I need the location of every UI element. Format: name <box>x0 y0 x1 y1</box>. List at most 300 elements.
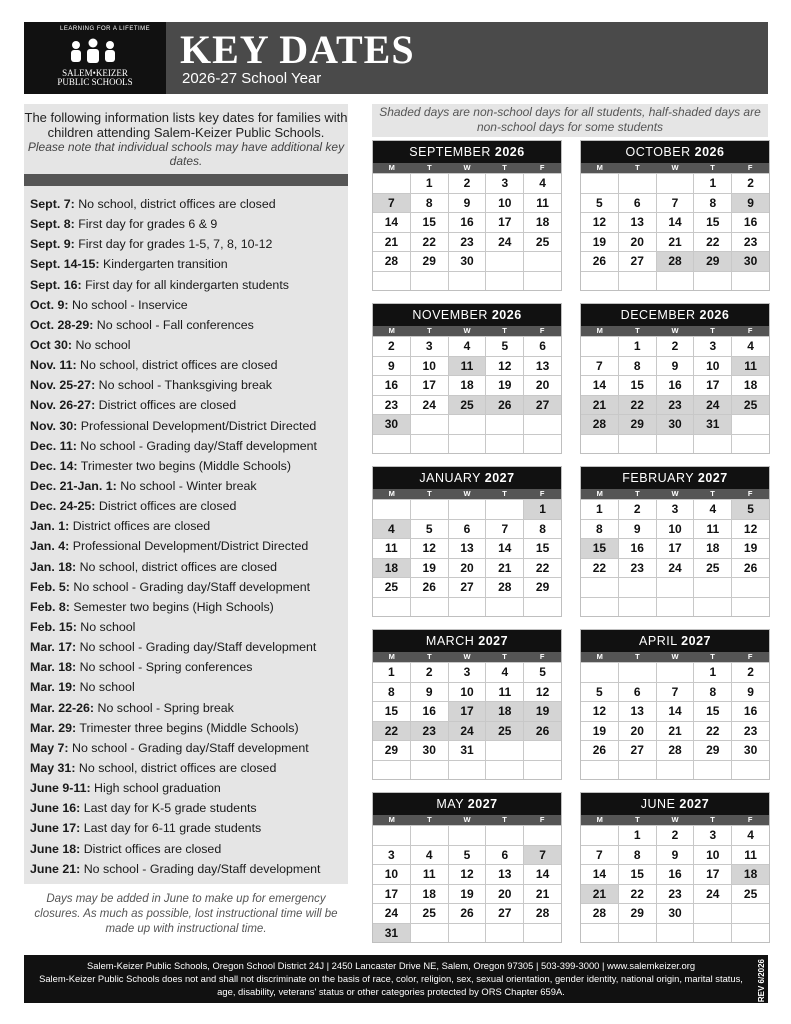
key-date-date: June 18: <box>30 841 81 856</box>
calendar-day-empty <box>448 500 486 519</box>
calendar-day: 22 <box>410 233 448 252</box>
calendar-day-empty <box>618 924 656 943</box>
calendar-day: 2 <box>448 174 486 193</box>
calendar-day: 19 <box>448 885 486 904</box>
weekday-label: T <box>427 326 432 335</box>
calendar-day-empty <box>523 826 561 845</box>
month-year: 2026 <box>494 145 525 159</box>
month-year: 2026 <box>491 308 522 322</box>
key-date-date: Mar. 17: <box>30 640 77 655</box>
calendar-day: 23 <box>618 559 656 578</box>
key-date-item <box>30 859 346 879</box>
key-date-date: Oct. 28-29: <box>30 317 94 332</box>
weekday-label: T <box>710 815 715 824</box>
key-date-description: No school - Thanksgiving break <box>95 378 272 393</box>
calendar-day: 20 <box>523 376 561 395</box>
key-date-description: No school, district offices are closed <box>76 358 278 373</box>
weekday-label: F <box>539 326 545 335</box>
key-date-item <box>30 758 346 778</box>
calendar-day: 5 <box>523 663 561 682</box>
calendar-day: 17 <box>693 865 731 884</box>
weekday-header <box>373 163 561 173</box>
page-title: KEY DATES <box>180 27 415 72</box>
calendar-day-empty <box>693 904 731 923</box>
calendar-day: 7 <box>596 847 603 862</box>
calendar-month-title <box>581 793 769 815</box>
calendar-week-row <box>373 597 561 617</box>
calendar-week-row <box>373 884 561 904</box>
calendar-week-row <box>581 251 769 271</box>
calendar-april <box>580 629 770 780</box>
calendar-week-row <box>373 271 561 291</box>
calendar-may <box>372 792 562 943</box>
calendar-day: 20 <box>618 233 656 252</box>
calendar-day-no-school: 5 <box>731 500 769 519</box>
calendar-day-empty <box>373 500 410 519</box>
calendar-day-no-school: 30 <box>731 252 769 271</box>
calendar-day: 15 <box>410 213 448 232</box>
month-name: DECEMBER <box>620 308 696 322</box>
calendar-day-no-school: 22 <box>618 396 656 415</box>
calendar-day: 1 <box>618 337 656 356</box>
calendar-week-row <box>373 232 561 252</box>
key-date-item <box>30 496 346 516</box>
calendar-day-empty <box>523 761 561 780</box>
weekday-label: T <box>635 815 640 824</box>
calendar-day: 30 <box>656 904 694 923</box>
calendar-day-empty <box>485 252 523 271</box>
weekday-label: F <box>747 163 753 172</box>
calendar-day-empty <box>485 435 523 454</box>
key-date-description: First day for grades 6 & 9 <box>74 217 218 232</box>
calendar-day: 21 <box>384 234 399 249</box>
calendar-day-no-school: 25 <box>731 396 769 415</box>
key-date-item <box>30 818 346 838</box>
calendar-day: 16 <box>410 702 448 721</box>
key-date-description: Professional Development/District Directed <box>77 418 317 433</box>
weekday-label: T <box>427 163 432 172</box>
key-date-item <box>30 718 346 738</box>
calendar-day: 13 <box>448 539 486 558</box>
key-date-date: Oct. 9: <box>30 297 69 312</box>
calendar-month-title <box>373 141 561 163</box>
key-date-item <box>30 275 346 295</box>
calendar-day: 17 <box>410 376 448 395</box>
key-date-date: Mar. 22-26: <box>30 700 95 715</box>
calendar-day: 21 <box>523 885 561 904</box>
calendar-day-empty <box>373 826 410 845</box>
weekday-label: F <box>747 326 753 335</box>
calendar-day: 5 <box>448 846 486 865</box>
calendar-day: 24 <box>384 906 399 920</box>
calendar-day-empty <box>485 272 523 291</box>
calendar-day: 11 <box>410 865 448 884</box>
calendar-day: 9 <box>410 683 448 702</box>
calendar-day-no-school: 23 <box>656 396 694 415</box>
calendar-day: 1 <box>410 174 448 193</box>
calendar-day: 11 <box>693 520 731 539</box>
logo-name <box>24 69 166 87</box>
weekday-header <box>581 815 769 825</box>
calendar-day: 8 <box>388 684 395 699</box>
key-date-date: Feb. 5: <box>30 579 70 594</box>
calendar-day-empty <box>410 826 448 845</box>
footnote: Days may be added in June to make up for emergency closures. As much as possible, lost instructional time will be made up with instructional time. <box>34 893 338 935</box>
month-year: 2027 <box>484 471 515 485</box>
calendar-day-no-school: 18 <box>373 559 410 578</box>
calendar-day: 29 <box>618 904 656 923</box>
calendar-day: 3 <box>410 337 448 356</box>
calendar-day: 25 <box>693 559 731 578</box>
calendar-day-no-school: 18 <box>731 865 769 884</box>
key-date-date: Dec. 11: <box>30 438 77 453</box>
calendar-day-no-school: 28 <box>656 252 694 271</box>
calendar-day-no-school: 7 <box>373 194 410 213</box>
calendar-week-row <box>581 662 769 682</box>
calendar-day: 21 <box>656 722 694 741</box>
key-date-description: Trimester three begins (Middle Schools) <box>76 720 299 735</box>
calendar-day-no-school: 29 <box>693 252 731 271</box>
calendar-day-empty <box>485 415 523 434</box>
calendar-day-no-school: 21 <box>581 396 618 415</box>
calendar-day: 19 <box>410 559 448 578</box>
weekday-label: T <box>502 815 507 824</box>
calendar-day-empty <box>448 415 486 434</box>
key-date-item <box>30 577 346 597</box>
weekday-label: F <box>747 489 753 498</box>
calendar-day: 12 <box>523 683 561 702</box>
calendar-week-row <box>373 499 561 519</box>
calendar-day: 24 <box>656 559 694 578</box>
weekday-label: M <box>388 326 395 335</box>
calendar-day: 29 <box>693 741 731 760</box>
calendar-week-row <box>581 845 769 865</box>
calendar-month-title <box>373 467 561 489</box>
weekday-label: F <box>539 652 545 661</box>
key-date-item <box>30 698 346 718</box>
key-date-description: Trimester two begins (Middle Schools) <box>77 458 292 473</box>
calendar-day: 27 <box>618 252 656 271</box>
calendar-day-empty <box>656 578 694 597</box>
calendar-day: 30 <box>448 252 486 271</box>
key-date-item <box>30 839 346 859</box>
calendar-week-row <box>373 193 561 213</box>
calendar-day: 19 <box>592 234 607 249</box>
calendar-day: 25 <box>384 580 399 594</box>
weekday-label: W <box>671 652 679 661</box>
calendar-day: 25 <box>731 885 769 904</box>
key-date-item <box>30 375 346 395</box>
calendar-day-empty <box>485 598 523 617</box>
calendar-week-row <box>581 558 769 578</box>
key-date-date: Sept. 16: <box>30 277 82 292</box>
calendar-day: 14 <box>592 378 607 392</box>
key-date-date: Sept. 9: <box>30 237 75 252</box>
calendar-week-row <box>581 864 769 884</box>
calendar-week-row <box>581 336 769 356</box>
calendar-day: 26 <box>410 578 448 597</box>
key-date-date: Jan. 4: <box>30 539 70 554</box>
key-date-date: May 31: <box>30 760 76 775</box>
calendar-day: 16 <box>618 539 656 558</box>
logo-tagline: LEARNING FOR A LIFETIME <box>60 26 151 32</box>
district-logo <box>24 22 166 94</box>
calendar-week-row <box>373 662 561 682</box>
calendar-week-row <box>581 701 769 721</box>
calendar-day: 9 <box>656 846 694 865</box>
calendar-day: 12 <box>485 357 523 376</box>
key-date-description: No school - Grading day/Staff development <box>76 438 317 453</box>
calendar-day: 9 <box>388 358 395 373</box>
calendar-day: 16 <box>656 865 694 884</box>
footer <box>24 955 768 1003</box>
calendar-day-no-school: 23 <box>410 722 448 741</box>
calendar-day-empty <box>581 578 618 597</box>
calendar-day-empty <box>410 500 448 519</box>
calendar-day: 9 <box>448 194 486 213</box>
calendar-day-no-school: 15 <box>581 539 618 558</box>
key-date-item <box>30 395 346 415</box>
key-date-item <box>30 355 346 375</box>
calendar-day-empty <box>581 924 618 943</box>
key-date-item <box>30 476 346 496</box>
weekday-label: W <box>463 652 471 661</box>
calendar-day-empty <box>581 435 618 454</box>
key-date-date: May 7: <box>30 740 69 755</box>
key-date-description: No school - Inservice <box>68 297 188 312</box>
calendar-day: 14 <box>656 213 694 232</box>
key-date-date: Feb. 8: <box>30 599 70 614</box>
weekday-label: M <box>388 163 395 172</box>
month-year: 2027 <box>478 634 509 648</box>
calendar-day-empty <box>410 598 448 617</box>
calendar-day: 16 <box>656 376 694 395</box>
revision-label: REV 6/2026 <box>757 959 766 1003</box>
calendar-day: 13 <box>618 702 656 721</box>
weekday-label: W <box>463 163 471 172</box>
key-date-item <box>30 657 346 677</box>
key-date-description: No school - Fall conferences <box>93 317 254 332</box>
calendar-day: 20 <box>618 722 656 741</box>
month-name: MAY <box>436 797 464 811</box>
calendar-day: 31 <box>448 741 486 760</box>
calendar-day-no-school: 27 <box>523 396 561 415</box>
key-date-date: Mar. 19: <box>30 680 77 695</box>
calendar-day: 8 <box>523 520 561 539</box>
calendar-day: 23 <box>384 397 399 412</box>
calendar-day: 6 <box>618 683 656 702</box>
calendar-day: 11 <box>385 541 398 555</box>
key-date-description: No school <box>76 619 136 634</box>
weekday-label: M <box>596 326 603 335</box>
calendar-day: 5 <box>596 684 603 699</box>
calendar-day: 3 <box>388 847 395 862</box>
key-date-description: No school, district offices are closed <box>76 559 278 574</box>
calendar-day-empty <box>523 435 561 454</box>
calendar-day: 17 <box>656 539 694 558</box>
calendar-day: 29 <box>384 743 399 757</box>
calendar-day: 2 <box>656 337 694 356</box>
calendar-day-no-school: 7 <box>523 846 561 865</box>
key-date-description: No school <box>76 680 135 695</box>
month-year: 2026 <box>699 308 730 322</box>
calendar-day: 12 <box>731 520 769 539</box>
logo-name-line1: SALEM•KEIZER <box>62 68 128 78</box>
calendar-day-empty <box>581 598 618 617</box>
calendar-day-empty <box>618 598 656 617</box>
key-date-description: District offices are closed <box>95 398 237 413</box>
calendar-day: 20 <box>485 885 523 904</box>
key-date-description: Kindergarten transition <box>99 257 228 272</box>
calendar-week-row <box>581 577 769 597</box>
calendar-week-row <box>373 701 561 721</box>
calendar-day: 13 <box>523 357 561 376</box>
calendar-day-empty <box>656 272 694 291</box>
calendar-week-row <box>581 682 769 702</box>
calendar-week-row <box>373 336 561 356</box>
calendar-day-no-school: 25 <box>448 396 486 415</box>
calendar-day-empty <box>731 924 769 943</box>
calendar-day: 12 <box>410 539 448 558</box>
calendar-day-empty <box>656 663 694 682</box>
key-date-description: High school graduation <box>90 781 221 796</box>
logo-name-line2: PUBLIC SCHOOLS <box>57 77 133 87</box>
calendar-day: 7 <box>656 683 694 702</box>
key-date-description: First day for grades 1-5, 7, 8, 10-12 <box>74 237 273 252</box>
calendar-month-title <box>373 304 561 326</box>
calendar-day: 4 <box>693 500 731 519</box>
calendar-day-empty <box>693 761 731 780</box>
weekday-header <box>581 326 769 336</box>
calendar-day: 7 <box>656 194 694 213</box>
calendar-day: 11 <box>523 194 561 213</box>
calendar-day: 2 <box>731 174 769 193</box>
calendar-day: 30 <box>410 741 448 760</box>
calendar-day-no-school: 29 <box>618 415 656 434</box>
key-date-date: Nov. 11: <box>30 358 77 373</box>
calendar-day-no-school: 22 <box>373 722 410 741</box>
calendar-day-no-school: 30 <box>373 415 410 434</box>
calendar-day-empty <box>731 904 769 923</box>
calendar-day-no-school: 11 <box>731 357 769 376</box>
calendar-day: 1 <box>693 174 731 193</box>
key-date-date: Sept. 14-15: <box>30 257 100 272</box>
key-date-item <box>30 456 346 476</box>
shading-legend: Shaded days are non-school days for all students, half-shaded days are non-school days for some students <box>372 104 768 137</box>
calendar-day-no-school: 17 <box>448 702 486 721</box>
key-date-item <box>30 798 346 818</box>
calendar-day-empty <box>485 826 523 845</box>
calendar-week-row <box>373 577 561 597</box>
calendar-day-no-school: 25 <box>485 722 523 741</box>
calendar-day: 4 <box>731 337 769 356</box>
weekday-label: T <box>710 652 715 661</box>
key-date-item <box>30 738 346 758</box>
key-date-date: Mar. 18: <box>30 660 77 675</box>
calendar-week-row <box>581 760 769 780</box>
weekday-header <box>581 652 769 662</box>
calendar-day: 2 <box>731 663 769 682</box>
calendar-day: 19 <box>592 723 607 738</box>
calendar-day: 22 <box>618 885 656 904</box>
weekday-label: M <box>388 815 395 824</box>
weekday-label: T <box>502 652 507 661</box>
calendar-day: 24 <box>410 396 448 415</box>
key-date-description: No school - Grading day/Staff development <box>76 640 317 655</box>
calendar-week-row <box>581 825 769 845</box>
calendar-september <box>372 140 562 291</box>
calendar-day-empty <box>581 337 618 356</box>
calendar-day: 21 <box>485 559 523 578</box>
calendar-day: 23 <box>731 233 769 252</box>
month-year: 2027 <box>467 797 498 811</box>
calendar-day-empty <box>731 435 769 454</box>
calendar-day: 28 <box>384 254 399 268</box>
calendar-week-row <box>581 884 769 904</box>
calendar-week-row <box>373 740 561 760</box>
key-date-item <box>30 557 346 577</box>
calendar-week-row <box>373 864 561 884</box>
calendar-week-row <box>581 499 769 519</box>
calendar-week-row <box>581 519 769 539</box>
calendar-day: 20 <box>448 559 486 578</box>
calendar-week-row <box>373 519 561 539</box>
calendar-day-empty <box>485 500 523 519</box>
weekday-header <box>373 489 561 499</box>
calendar-day: 17 <box>693 376 731 395</box>
calendar-day-no-school: 28 <box>581 415 618 434</box>
key-date-date: June 16: <box>30 801 81 816</box>
month-name: FEBRUARY <box>622 471 694 485</box>
calendar-day: 8 <box>596 521 603 536</box>
weekday-label: T <box>635 163 640 172</box>
key-date-description: District offices are closed <box>95 499 237 514</box>
weekday-label: M <box>596 163 603 172</box>
calendar-day-no-school: 24 <box>693 396 731 415</box>
calendar-day: 24 <box>693 885 731 904</box>
weekday-label: F <box>747 815 753 824</box>
key-date-date: June 17: <box>30 821 81 836</box>
key-date-description: No school, district offices are closed <box>75 760 277 775</box>
key-date-item <box>30 214 346 234</box>
calendar-week-row <box>373 682 561 702</box>
calendar-week-row <box>373 173 561 193</box>
key-date-date: Jan. 18: <box>30 559 77 574</box>
calendar-day-empty <box>373 174 410 193</box>
key-date-item <box>30 637 346 657</box>
calendar-day-empty <box>618 435 656 454</box>
calendar-day: 2 <box>388 339 395 353</box>
key-date-description: Semester two begins (High Schools) <box>69 599 274 614</box>
key-date-date: Feb. 15: <box>30 619 77 634</box>
people-icon <box>68 38 118 64</box>
calendar-week-row <box>373 538 561 558</box>
key-date-date: Sept. 7: <box>30 197 75 211</box>
calendar-day: 28 <box>523 904 561 923</box>
calendar-day: 5 <box>596 195 603 210</box>
calendar-day: 6 <box>523 337 561 356</box>
calendar-day: 27 <box>485 904 523 923</box>
calendar-day: 6 <box>485 846 523 865</box>
weekday-label: T <box>710 163 715 172</box>
calendar-day-empty <box>410 272 448 291</box>
calendar-day-empty <box>581 174 618 193</box>
calendar-day-empty <box>618 663 656 682</box>
calendar-week-row <box>373 434 561 454</box>
calendar-week-row <box>373 825 561 845</box>
calendar-day: 4 <box>523 174 561 193</box>
calendar-month-title <box>581 141 769 163</box>
